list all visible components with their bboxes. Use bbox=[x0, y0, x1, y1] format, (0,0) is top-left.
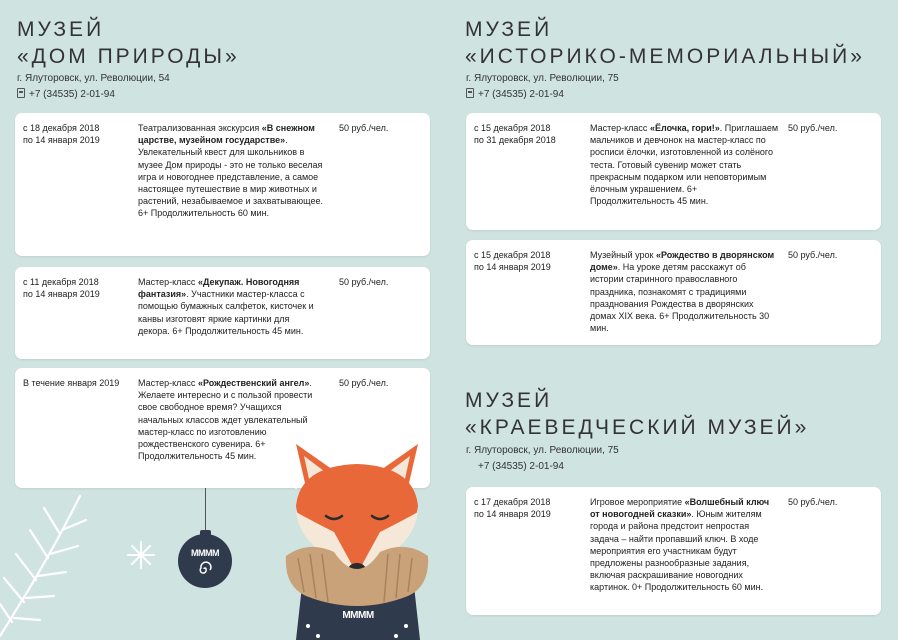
phone: +7 (34535) 2-01-94 bbox=[478, 461, 564, 472]
event-description: Мастер-класс «Рождественский ангел». Желаете интересно и с пользой провести свое свободное время? Учащихся начальных классов ждет увлекательный мастер-класс по изготовлению рождественского сувенира. 6+ Продолжительность 45 мин. bbox=[138, 378, 313, 462]
event-name: «Декупаж. Новогодняя фантазия» bbox=[138, 277, 300, 300]
event-date: с 11 декабря 2018 по 14 января 2019 bbox=[23, 277, 100, 300]
address: г. Ялуторовск, ул. Революции, 75 bbox=[466, 73, 619, 84]
event-price: 50 руб./чел. bbox=[339, 277, 389, 287]
event-date: с 17 декабря 2018 по 14 января 2019 bbox=[474, 497, 551, 520]
museum-contacts bbox=[17, 71, 170, 103]
ornament-pattern: MMMM bbox=[191, 548, 219, 558]
sweater-pattern: MMMM bbox=[342, 610, 374, 621]
phone-line bbox=[466, 87, 619, 103]
event-price: 50 руб./чел. bbox=[339, 378, 389, 388]
event-name: «Рождество в дворянском доме» bbox=[590, 250, 775, 273]
title-line: «КРАЕВЕДЧЕСКИЙ МУЗЕЙ» bbox=[465, 416, 810, 439]
event-name: «Волшебный ключ от новогодней сказки» bbox=[590, 497, 770, 520]
museum-contacts bbox=[466, 71, 619, 103]
event-card bbox=[466, 240, 881, 345]
event-description: Театрализованная экскурсия «В снежном царстве, музейном государстве». Увлекательный квест для школьников в музее Дом природы - это не только веселая игра и новогоднее представление, а самое настоящее путешествие в мир животных и растений, незабываемое и захватывающее. 6+ Продолжительность 60 мин. bbox=[138, 123, 323, 219]
event-date: В течение января 2019 bbox=[23, 378, 120, 388]
title-line: «ДОМ ПРИРОДЫ» bbox=[17, 45, 240, 68]
address: г. Ялуторовск, ул. Революции, 54 bbox=[17, 73, 170, 84]
museum-title-kraevedchesky bbox=[465, 387, 809, 441]
event-description: Музейный урок «Рождество в дворянском доме». На уроке детям расскажут об истории старинного православного праздника, познакомят с традициями празднования Рождества в дворянских домах XIX века. 6+ Продолжительность 30 мин. bbox=[590, 250, 775, 334]
event-name: «Ёлочка, гори!» bbox=[649, 123, 720, 133]
event-price: 50 руб./чел. bbox=[339, 123, 389, 133]
title-line: МУЗЕЙ bbox=[465, 18, 553, 41]
event-description: Мастер-класс «Ёлочка, гори!». Приглашаем мальчиков и девчонок на мастер-класс по росписи ёлочки, изготовленной из солёного теста. Готовый сувенир может стать прекрасным подарком или неповторимым ёлочным украшением. 6+ Продолжительность 45 мин. bbox=[590, 123, 779, 207]
event-card bbox=[15, 267, 430, 359]
event-price: 50 руб./чел. bbox=[788, 250, 838, 260]
event-price: 50 руб./чел. bbox=[788, 123, 838, 133]
event-card bbox=[466, 113, 881, 230]
event-description: Мастер-класс «Декупаж. Новогодняя фантазия». Участники мастер-класса с помощью бумажных салфеток, кисточек и канвы изготовят яркие картинки для декора. 6+ Продолжительность 45 мин. bbox=[138, 277, 314, 336]
fir-branch-illustration bbox=[0, 486, 95, 640]
phone-icon bbox=[17, 88, 25, 98]
event-description: Игровое мероприятие «Волшебный ключ от новогодней сказки». Юным жителям города и района предстоит непростая задача – найти пропавший ключ. В ходе мероприятия его участникам будут предложены разнообразные задания, включая раскрашивание новогодних картинок. 0+ Продолжительность 60 мин. bbox=[590, 497, 770, 593]
event-date: с 15 декабря 2018 по 14 января 2019 bbox=[474, 250, 551, 273]
snowflake-icon bbox=[126, 540, 156, 570]
address: г. Ялуторовск, ул. Революции, 75 bbox=[466, 445, 619, 456]
event-price: 50 руб./чел. bbox=[788, 497, 838, 507]
event-name: «В снежном царстве, музейном государстве» bbox=[138, 123, 315, 146]
museum-contacts bbox=[466, 443, 619, 475]
ornament-swirl-icon bbox=[196, 560, 214, 578]
event-date: с 15 декабря 2018 по 31 декабря 2018 bbox=[474, 123, 556, 146]
title-line: МУЗЕЙ bbox=[465, 389, 553, 412]
event-card bbox=[466, 487, 881, 615]
event-card bbox=[15, 113, 430, 256]
ornament-string bbox=[205, 488, 206, 532]
museum-title-istoriko-memorialny bbox=[465, 16, 865, 70]
title-line: МУЗЕЙ bbox=[17, 18, 105, 41]
event-name: «Рождественский ангел» bbox=[197, 378, 310, 388]
phone-icon bbox=[466, 88, 474, 98]
phone: +7 (34535) 2-01-94 bbox=[478, 89, 564, 100]
event-date: с 18 декабря 2018 по 14 января 2019 bbox=[23, 123, 100, 146]
title-line: «ИСТОРИКО-МЕМОРИАЛЬНЫЙ» bbox=[465, 45, 865, 68]
christmas-ornament bbox=[178, 534, 232, 588]
phone-line bbox=[17, 87, 170, 103]
museum-title-dom-prirody bbox=[17, 16, 240, 70]
phone: +7 (34535) 2-01-94 bbox=[29, 89, 115, 100]
